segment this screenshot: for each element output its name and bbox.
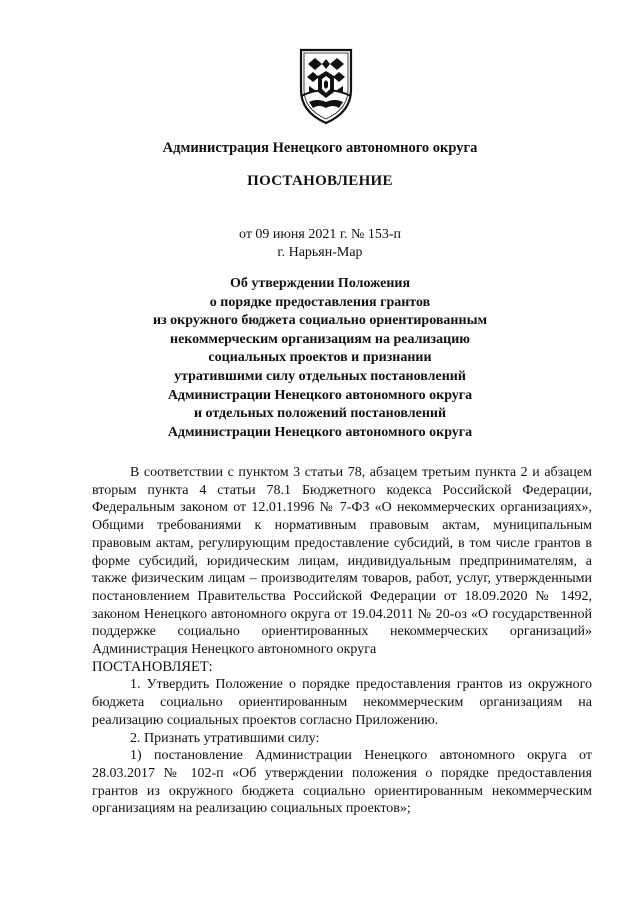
- title-line: утратившими силу отдельных постановлений: [174, 368, 466, 384]
- title-line: социальных проектов и признании: [208, 350, 432, 366]
- title-line: и отдельных положений постановлений: [193, 406, 447, 422]
- document-meta: [0, 226, 640, 262]
- place: г. Нарьян-Мар: [277, 245, 363, 260]
- coat-of-arms-icon: [295, 46, 357, 126]
- resolves-word: ПОСТАНОВЛЯЕТ:: [92, 658, 213, 675]
- organization-name: Администрация Ненецкого автономного округа: [162, 140, 478, 156]
- title-line: из окружного бюджета социально ориентированным: [152, 313, 488, 329]
- date-number: от 09 июня 2021 г. № 153-п: [239, 227, 401, 242]
- title-line: некоммерческим организациям на реализацию: [170, 331, 470, 347]
- item-2-paragraph: 2. Признать утратившими силу:: [130, 730, 320, 746]
- document-body: [92, 464, 592, 818]
- document-title: [0, 275, 640, 442]
- preamble-paragraph: В соответствии с пунктом 3 статьи 78, абзацем третьим пункта 2 и абзацем вторым пункта 4 статьи 78.1 Бюджетного кодекса Российской Федерации, Федеральным законом от 12.01.1996 № 7-ФЗ «О некоммерческих организациях», Общими требованиями к нормативным правовым актам, муниципальным правовым актам, регулирующим предоставление субсидий, в том числе грантов в форме субсидий, юридическим лицам, индивидуальным предпринимателям, а также физическим лицам – производителям товаров, работ, услуг, утвержденными постановлением Правительства Российской Федерации от 18.09.2020 № 1492, законом Ненецкого автономного округа от 19.04.2011 № 20-оз «О государственной поддержке социально ориентированных некоммерческих организаций» Администрация Ненецкого автономного округа: [92, 465, 592, 658]
- item-1-paragraph: 1. Утвердить Положение о порядке предоставления грантов из окружного бюджета социально ориентированным некоммерческим организациям на реализацию социальных проектов согласно Приложению.: [92, 677, 592, 728]
- title-line: Администрации Ненецкого автономного округа: [167, 424, 473, 440]
- title-line: о порядке предоставления грантов: [209, 294, 431, 310]
- title-line: Администрации Ненецкого автономного округа: [167, 387, 473, 403]
- document-type: ПОСТАНОВЛЕНИЕ: [247, 173, 393, 189]
- title-line: Об утверждении Положения: [229, 276, 411, 291]
- item-2-1-paragraph: 1) постановление Администрации Ненецкого автономного округа от 28.03.2017 № 102-п «Об утверждении положения о порядке предоставления грантов из окружного бюджета социально ориентированным некоммерческим организациям на реализацию социальных проектов»;: [92, 748, 592, 817]
